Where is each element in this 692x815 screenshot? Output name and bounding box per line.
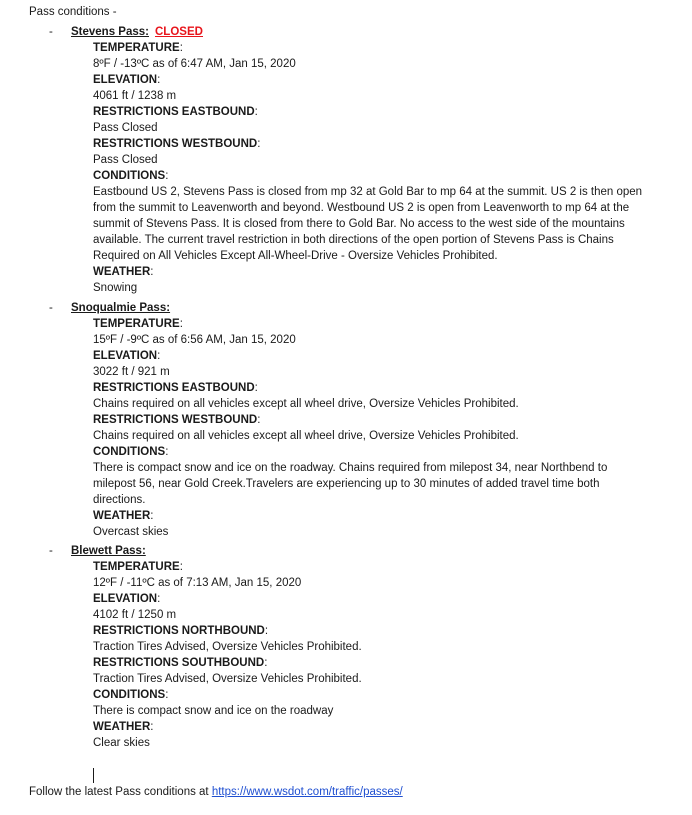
restrictions-eastbound-label: RESTRICTIONS EASTBOUND: bbox=[93, 382, 258, 394]
conditions-line: from the summit to Leavenworth and beyond. Westbound US 2 is open from Leavenworth to mp 64 at the bbox=[93, 202, 630, 214]
status-closed: CLOSED bbox=[155, 26, 203, 38]
restrictions-northbound-value: Traction Tires Advised, Oversize Vehicles Prohibited. bbox=[93, 641, 362, 653]
conditions-line: summit of Stevens Pass. It is closed from there to Gold Bar. No access to the west side of the mountains bbox=[93, 218, 625, 230]
weather-value: Clear skies bbox=[93, 737, 150, 749]
conditions-label: CONDITIONS: bbox=[93, 170, 169, 182]
intro-text: Pass conditions - bbox=[29, 6, 117, 18]
temperature-label: TEMPERATURE: bbox=[93, 318, 183, 330]
temperature-value: 12ºF / -11ºC as of 7:13 AM, Jan 15, 2020 bbox=[93, 577, 302, 589]
pass-title-stevens bbox=[71, 24, 203, 40]
pass-title-snoqualmie: Snoqualmie Pass: bbox=[71, 302, 171, 314]
pass-title-blewett: Blewett Pass: bbox=[71, 545, 146, 557]
temperature-label: TEMPERATURE: bbox=[93, 42, 183, 54]
restrictions-westbound-value: Chains required on all vehicles except all wheel drive, Oversize Vehicles Prohibited. bbox=[93, 430, 519, 442]
restrictions-eastbound-value: Pass Closed bbox=[93, 122, 158, 134]
conditions-line: Eastbound US 2, Stevens Pass is closed from mp 32 at Gold Bar to mp 64 at the summit. US 2 is then open bbox=[93, 186, 643, 198]
weather-value: Overcast skies bbox=[93, 526, 169, 538]
elevation-value: 4102 ft / 1250 m bbox=[93, 609, 177, 621]
temperature-label: TEMPERATURE: bbox=[93, 561, 183, 573]
elevation-value: 3022 ft / 921 m bbox=[93, 366, 170, 378]
conditions-line: There is compact snow and ice on the roadway. Chains required from milepost 34, near Northbend to bbox=[93, 462, 608, 474]
conditions-label: CONDITIONS: bbox=[93, 446, 169, 458]
conditions-label: CONDITIONS: bbox=[93, 689, 169, 701]
footer-text: Follow the latest Pass conditions at bbox=[29, 786, 209, 798]
conditions-line: milepost 56, near Gold Creek.Travelers are experiencing up to 30 minutes of added travel time both bbox=[93, 478, 600, 490]
conditions-line: available. The current travel restriction in both directions of the open portion of Stevens Pass is Chains bbox=[93, 234, 614, 246]
temperature-value: 8ºF / -13ºC as of 6:47 AM, Jan 15, 2020 bbox=[93, 58, 296, 70]
list-bullet-dash: - bbox=[49, 545, 53, 557]
footer-line bbox=[29, 784, 403, 800]
list-bullet-dash: - bbox=[49, 302, 53, 314]
restrictions-westbound-label: RESTRICTIONS WESTBOUND: bbox=[93, 414, 261, 426]
restrictions-southbound-label: RESTRICTIONS SOUTHBOUND: bbox=[93, 657, 268, 669]
elevation-label: ELEVATION: bbox=[93, 74, 161, 86]
restrictions-southbound-value: Traction Tires Advised, Oversize Vehicles Prohibited. bbox=[93, 673, 362, 685]
restrictions-westbound-label: RESTRICTIONS WESTBOUND: bbox=[93, 138, 261, 150]
restrictions-northbound-label: RESTRICTIONS NORTHBOUND: bbox=[93, 625, 269, 637]
elevation-label: ELEVATION: bbox=[93, 593, 161, 605]
list-bullet-dash: - bbox=[49, 26, 53, 38]
wsdot-passes-link[interactable]: https://www.wsdot.com/traffic/passes/ bbox=[211, 786, 403, 798]
weather-label: WEATHER: bbox=[93, 721, 154, 733]
restrictions-westbound-value: Pass Closed bbox=[93, 154, 158, 166]
pass-name: Stevens Pass: bbox=[71, 26, 149, 38]
conditions-line: directions. bbox=[93, 494, 146, 506]
elevation-value: 4061 ft / 1238 m bbox=[93, 90, 177, 102]
text-cursor bbox=[93, 768, 94, 783]
weather-label: WEATHER: bbox=[93, 510, 154, 522]
weather-value: Snowing bbox=[93, 282, 138, 294]
conditions-line: Required on All Vehicles Except All-Wheel-Drive - Oversize Vehicles Prohibited. bbox=[93, 250, 498, 262]
elevation-label: ELEVATION: bbox=[93, 350, 161, 362]
restrictions-eastbound-value: Chains required on all vehicles except all wheel drive, Oversize Vehicles Prohibited. bbox=[93, 398, 519, 410]
temperature-value: 15ºF / -9ºC as of 6:56 AM, Jan 15, 2020 bbox=[93, 334, 296, 346]
restrictions-eastbound-label: RESTRICTIONS EASTBOUND: bbox=[93, 106, 258, 118]
conditions-line: There is compact snow and ice on the roadway bbox=[93, 705, 334, 717]
weather-label: WEATHER: bbox=[93, 266, 154, 278]
